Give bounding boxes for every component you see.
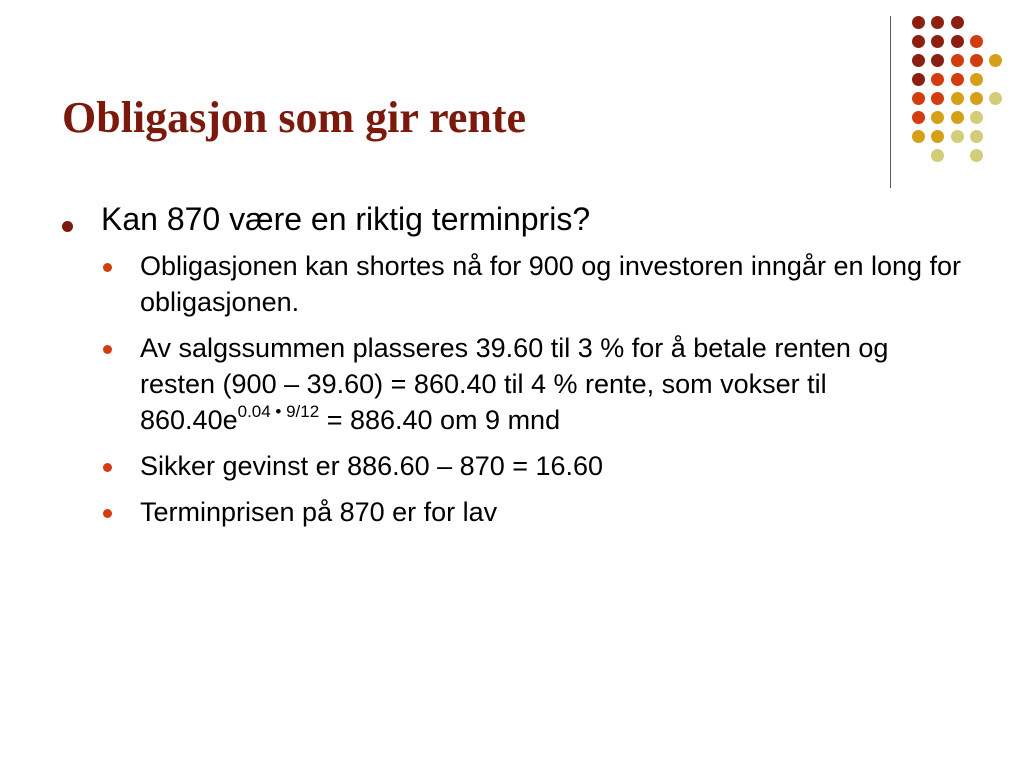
decor-dot <box>970 54 983 67</box>
bullet-dot-icon <box>103 509 112 518</box>
sub-bullet-text: Obligasjonen kan shortes nå for 900 og investoren inngår en long for obligasjonen. <box>140 251 962 317</box>
decor-dot <box>951 16 964 29</box>
decor-dot <box>951 111 964 124</box>
decor-dot <box>951 73 964 86</box>
decor-dot <box>912 54 925 67</box>
decor-dot <box>912 111 925 124</box>
sub-bullet-item <box>62 248 962 320</box>
sub-bullet-text: Terminprisen på 870 er for lav <box>140 497 498 527</box>
decor-dot <box>951 35 964 48</box>
bullet-item <box>62 200 962 238</box>
decor-dot <box>912 16 925 29</box>
decor-dot <box>912 92 925 105</box>
decor-dot <box>931 16 944 29</box>
decor-dot <box>931 35 944 48</box>
sub-bullet-item <box>62 494 962 530</box>
decor-dot <box>951 92 964 105</box>
decor-dot <box>970 92 983 105</box>
sub-bullet-text-end: = 886.40 om 9 mnd <box>319 405 561 435</box>
sub-bullet-item <box>62 448 962 484</box>
decor-dot <box>912 73 925 86</box>
decor-dot <box>931 111 944 124</box>
exponent: 0.04 • 9/12 <box>237 402 320 421</box>
decor-dot <box>989 92 1002 105</box>
bullet-dot-icon <box>103 263 112 272</box>
decor-dot <box>970 130 983 143</box>
decor-dot <box>931 92 944 105</box>
decor-dot <box>951 130 964 143</box>
decor-dot <box>970 149 983 162</box>
bullet-dot-icon <box>103 463 112 472</box>
slide-title: Obligasjon som gir rente <box>62 93 527 142</box>
decor-dot <box>970 111 983 124</box>
decor-dot <box>931 54 944 67</box>
decor-dot <box>951 54 964 67</box>
decor-dot <box>912 130 925 143</box>
vertical-divider <box>890 16 891 188</box>
decor-dot <box>970 35 983 48</box>
decor-dot <box>931 149 944 162</box>
bullet-text: Kan 870 være en riktig terminpris? <box>101 201 591 237</box>
decor-dot <box>989 54 1002 67</box>
decor-dot <box>970 73 983 86</box>
decor-dot <box>931 73 944 86</box>
decor-dot <box>931 130 944 143</box>
bullet-list <box>62 200 962 540</box>
bullet-dot-icon <box>62 221 73 232</box>
sub-bullet-item <box>62 330 962 438</box>
sub-bullet-text: Av salgssummen plasseres 39.60 til 3 % for å betale renten og resten (900 – 39.60) = 860.40 til 4 % rente, som vokser til 860.40e <box>140 333 889 435</box>
decor-dot <box>912 35 925 48</box>
sub-bullet-text: Sikker gevinst er 886.60 – 870 = 16.60 <box>140 451 604 481</box>
bullet-dot-icon <box>103 345 112 354</box>
